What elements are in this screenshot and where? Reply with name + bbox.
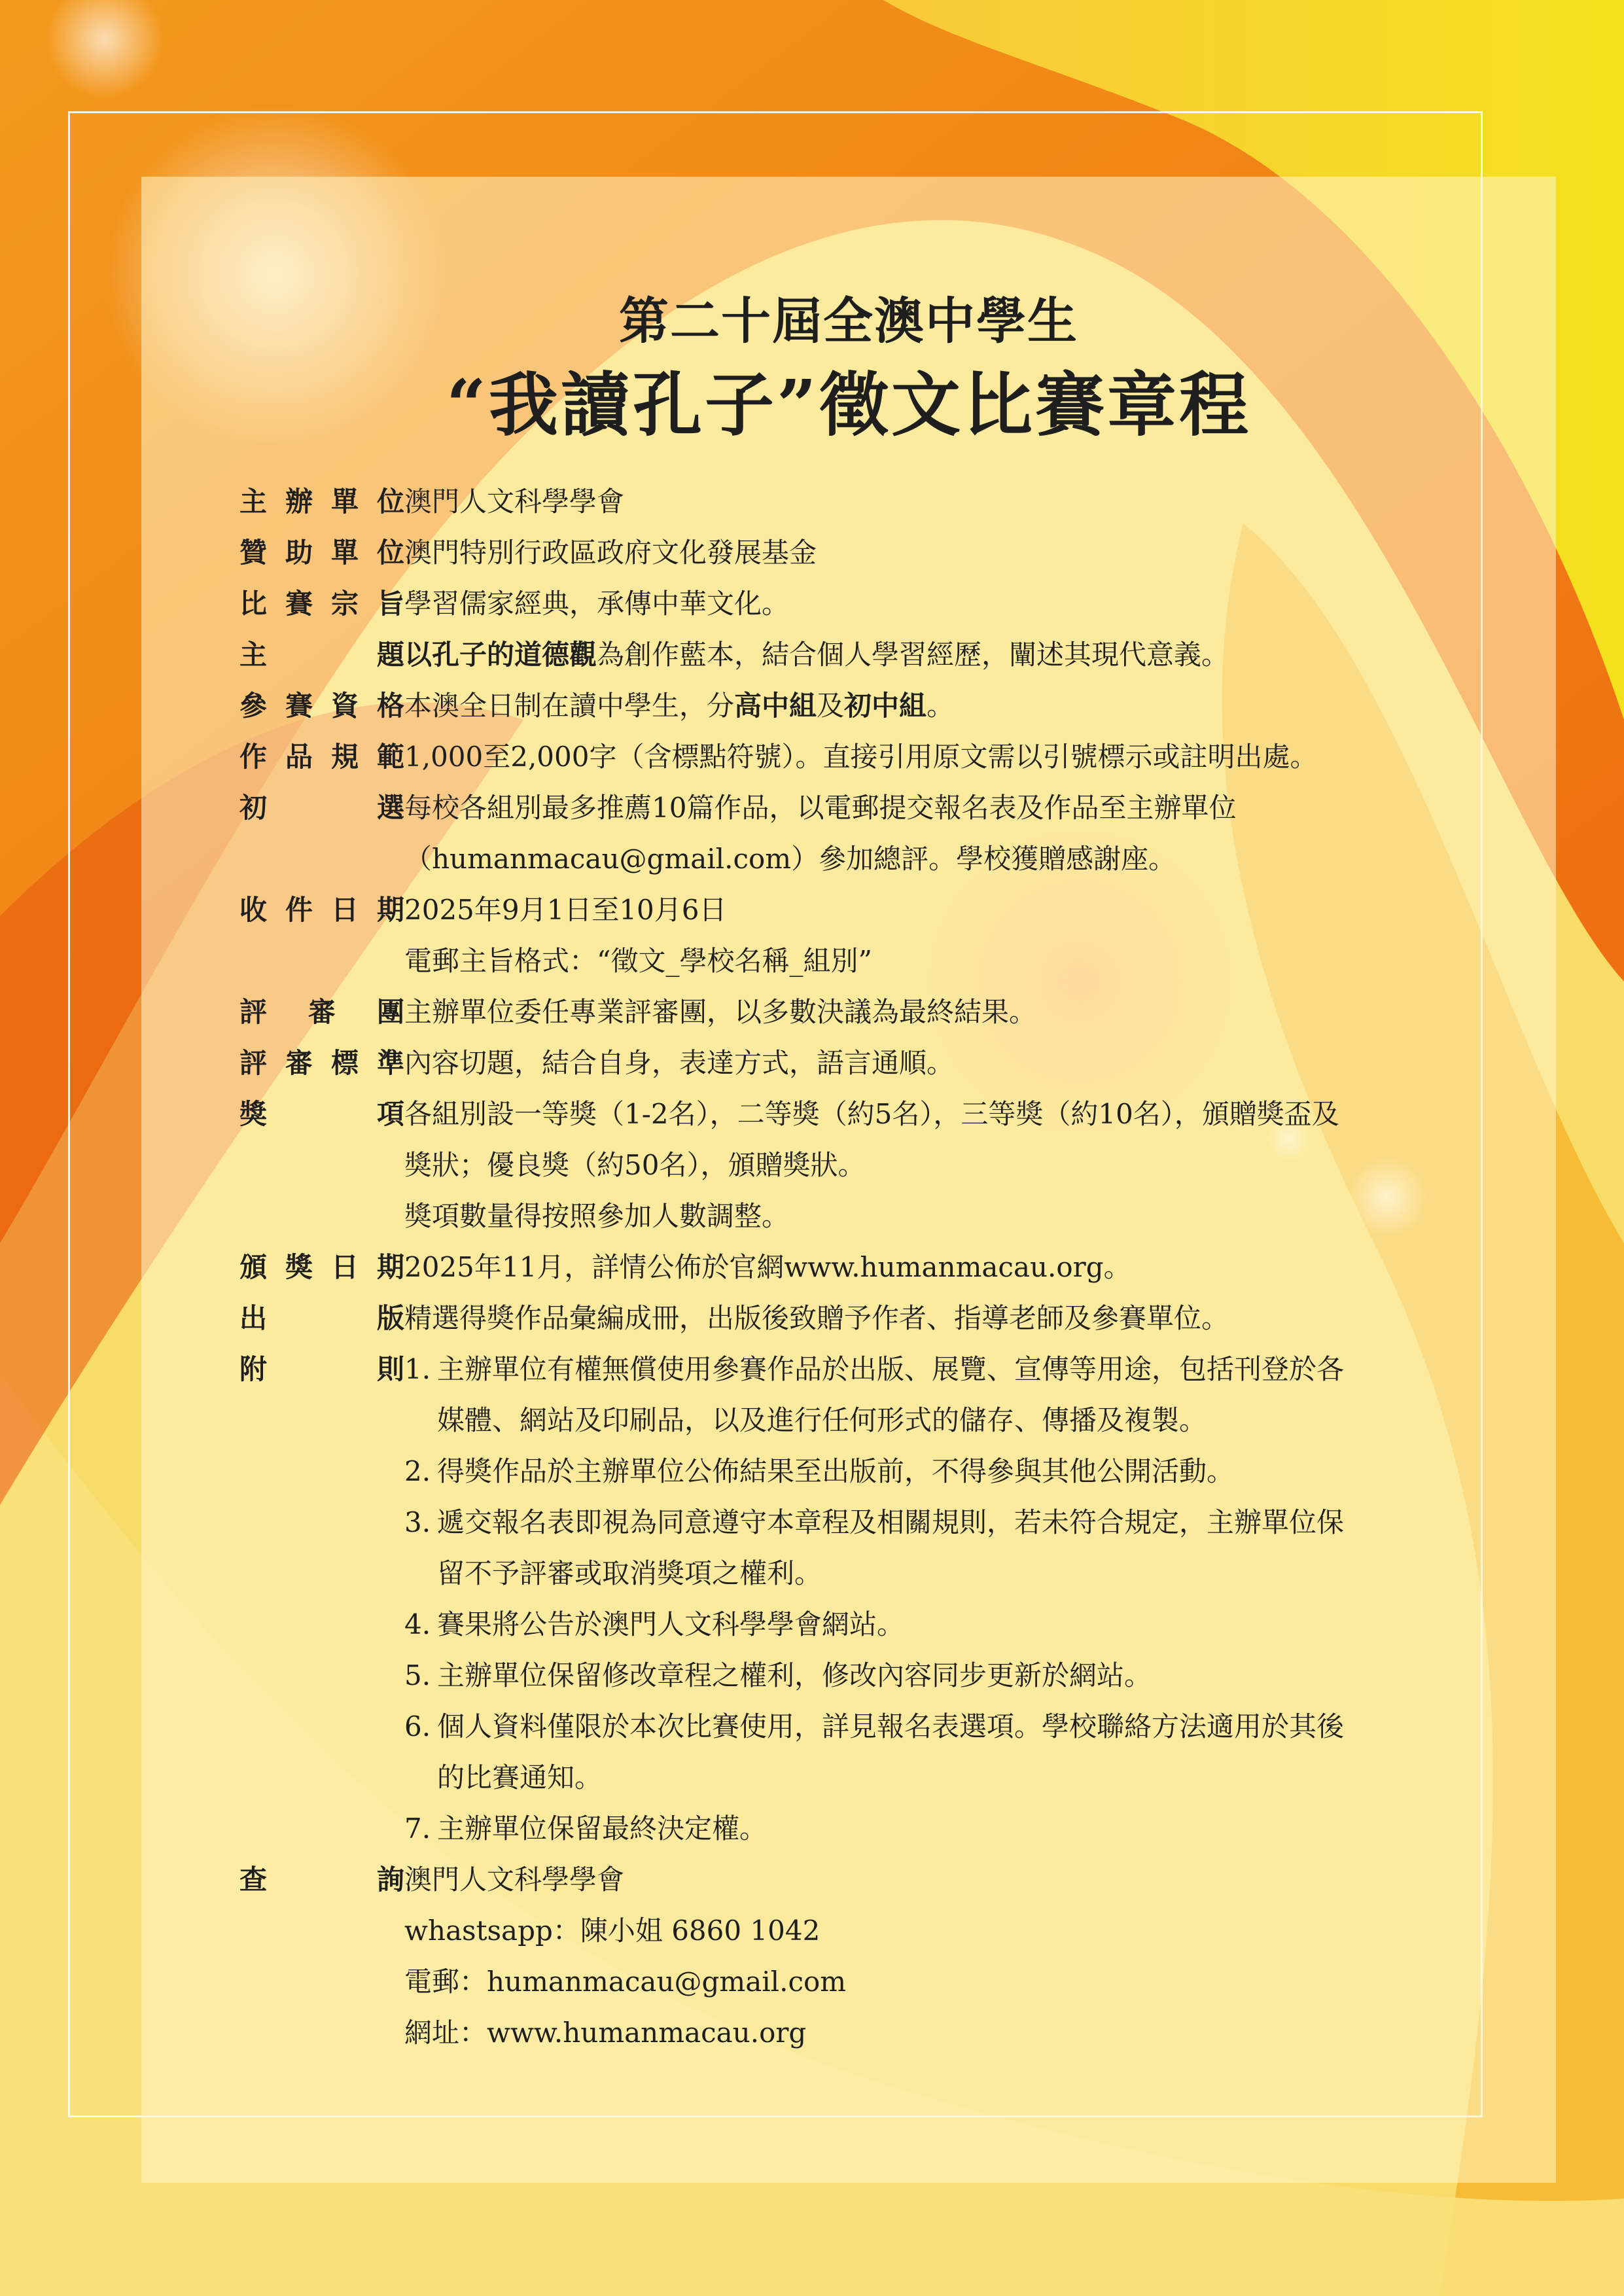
- appendix-text-line: 的比賽通知。: [437, 1761, 603, 1793]
- appendix-number: 1.: [404, 1353, 431, 1385]
- rule-label: [239, 476, 404, 527]
- appendix-item: [404, 1497, 1470, 1599]
- appendix-text-line: 主辦單位有權無償使用參賽作品於出版、展覽、宣傳等用途，包括刊登於各: [437, 1353, 1345, 1385]
- rule-label-char: 評: [239, 996, 268, 1028]
- rule-label-char: 準: [376, 1047, 404, 1079]
- rule-label-char: 期: [376, 1251, 404, 1283]
- rule-label-char: 主: [239, 639, 268, 671]
- rule-text-line: 學習儒家經典，承傳中華文化。: [404, 588, 790, 620]
- rule-label-char: 出: [239, 1302, 268, 1334]
- rule-label: [239, 578, 404, 629]
- rule-row: [239, 527, 1470, 578]
- appendix-number: 3.: [404, 1506, 431, 1538]
- plain-text: 本澳全日制在讀中學生，分: [404, 690, 735, 722]
- rules-list: [239, 476, 1470, 2058]
- rule-label-char: 作: [239, 741, 268, 773]
- rule-content: [404, 1242, 1470, 1293]
- rule-row: [239, 1242, 1470, 1293]
- rule-label-char: 頒: [239, 1251, 268, 1283]
- appendix-item: [404, 1650, 1470, 1701]
- appendix-text: [437, 1650, 1470, 1701]
- rule-content: [404, 1038, 1470, 1089]
- rule-content: [404, 578, 1470, 629]
- appendix-text: [437, 1599, 1470, 1650]
- content-panel: [141, 177, 1556, 2183]
- rule-row: [239, 1854, 1470, 2058]
- rule-label-char: 辦: [285, 486, 313, 518]
- rule-text-line: 1,000至2,000字（含標點符號）。直接引用原文需以引號標示或註明出處。: [404, 741, 1318, 773]
- rule-text-line: 電郵主旨格式：“徵文_學校名稱_組別”: [404, 945, 872, 977]
- rule-content: [404, 1293, 1470, 1344]
- appendix-number: 6.: [404, 1710, 431, 1742]
- rule-content: [404, 732, 1470, 783]
- rule-row: [239, 578, 1470, 629]
- rule-content: [404, 987, 1470, 1038]
- rule-label-char: 詢: [376, 1863, 404, 1896]
- rule-row: [239, 476, 1470, 527]
- rule-label-char: 單: [330, 486, 359, 518]
- rule-row: [239, 1293, 1470, 1344]
- rule-label: [239, 732, 404, 783]
- rule-label-char: 初: [239, 792, 268, 824]
- rule-label: [239, 1854, 404, 2058]
- rule-text-line: 精選得獎作品彙編成冊，出版後致贈予作者、指導老師及參賽單位。: [404, 1302, 1229, 1334]
- rule-label-char: 格: [376, 690, 404, 722]
- rule-label-char: 項: [376, 1098, 404, 1130]
- rule-text-line: 澳門特別行政區政府文化發展基金: [404, 537, 817, 569]
- rule-text-line: 電郵：humanmacau@gmail.com: [404, 1966, 847, 1998]
- rule-content: [404, 680, 1470, 732]
- rule-row: [239, 1038, 1470, 1089]
- rule-content: [404, 783, 1470, 885]
- rule-row: [239, 1344, 1470, 1854]
- rule-content: [404, 476, 1470, 527]
- rule-row: [239, 629, 1470, 680]
- rule-label-char: 日: [330, 894, 359, 926]
- rule-label-char: 期: [376, 894, 404, 926]
- rule-label-char: 旨: [376, 588, 404, 620]
- rule-label-char: 位: [376, 486, 404, 518]
- emphasis-text: 初中組: [844, 690, 927, 722]
- rule-row: [239, 987, 1470, 1038]
- plain-text: 及: [817, 690, 845, 722]
- rule-label: [239, 1038, 404, 1089]
- emphasis-text: 高中組: [734, 690, 817, 722]
- appendix-text: [437, 1803, 1470, 1854]
- rule-label-char: 件: [285, 894, 313, 926]
- rule-label-char: 主: [239, 486, 268, 518]
- appendix-number: 2.: [404, 1455, 431, 1487]
- appendix-item: [404, 1446, 1470, 1497]
- appendix-text-line: 得獎作品於主辦單位公佈結果至出版前，不得參與其他公開活動。: [437, 1455, 1235, 1487]
- rule-label: [239, 527, 404, 578]
- rule-label: [239, 783, 404, 885]
- rule-text-line: 網址：www.humanmacau.org: [404, 2017, 807, 2049]
- rule-label: [239, 629, 404, 680]
- rule-label-char: 團: [376, 996, 404, 1028]
- plain-text: 為創作藍本，結合個人學習經歷，闡述其現代意義。: [597, 639, 1229, 671]
- rule-content: [404, 1089, 1470, 1242]
- appendix-text-line: 個人資料僅限於本次比賽使用，詳見報名表選項。學校聯絡方法適用於其後: [437, 1710, 1345, 1742]
- appendix-text-line: 遞交報名表即視為同意遵守本章程及相關規則，若未符合規定，主辦單位保: [437, 1506, 1345, 1538]
- rule-label-char: 收: [239, 894, 268, 926]
- appendix-item: [404, 1599, 1470, 1650]
- rule-label-char: 宗: [330, 588, 359, 620]
- rule-text-line: whastsapp：陳小姐 6860 1042: [404, 1915, 821, 1947]
- rule-row: [239, 783, 1470, 885]
- appendix-text-line: 媒體、網站及印刷品，以及進行任何形式的儲存、傳播及複製。: [437, 1404, 1207, 1436]
- rule-label: [239, 680, 404, 732]
- appendix-text-line: 留不予評審或取消獎項之權利。: [437, 1557, 822, 1589]
- rule-text-line: 內容切題，結合自身，表達方式，語言通順。: [404, 1047, 955, 1079]
- rule-label-char: 賽: [285, 690, 313, 722]
- appendix-text: [437, 1446, 1470, 1497]
- rule-content: [404, 1854, 1470, 2058]
- rule-text-line: 澳門人文科學學會: [404, 486, 625, 518]
- appendix-number: 7.: [404, 1812, 431, 1845]
- rule-text-line: 澳門人文科學學會: [404, 1863, 625, 1896]
- appendix-text: [437, 1497, 1470, 1599]
- rule-label-char: 查: [239, 1863, 268, 1896]
- rule-label: [239, 987, 404, 1038]
- rule-content: [404, 629, 1470, 680]
- rule-label: [239, 885, 404, 987]
- appendix-number: 4.: [404, 1608, 431, 1640]
- rule-label-char: 範: [376, 741, 404, 773]
- rule-text-line: 2025年9月1日至10月6日: [404, 894, 727, 926]
- rule-row: [239, 885, 1470, 987]
- appendix-text: [437, 1701, 1470, 1803]
- appendix-item: [404, 1344, 1470, 1446]
- rule-content: [404, 1344, 1470, 1854]
- rule-label: [239, 1089, 404, 1242]
- rule-label-char: 品: [285, 741, 313, 773]
- plain-text: 。: [927, 690, 955, 722]
- rule-label-char: 則: [376, 1353, 404, 1385]
- appendix-item: [404, 1701, 1470, 1803]
- rule-text-line: 每校各組別最多推薦10篇作品，以電郵提交報名表及作品至主辦單位: [404, 792, 1237, 824]
- rule-label-char: 比: [239, 588, 268, 620]
- rule-label-char: 贊: [239, 537, 268, 569]
- rule-text-line: （humanmacau@gmail.com）參加總評。學校獲贈感謝座。: [404, 843, 1176, 875]
- rule-label-char: 選: [376, 792, 404, 824]
- appendix-text-line: 賽果將公告於澳門人文科學學會網站。: [437, 1608, 905, 1640]
- rule-text-line: [404, 680, 1470, 732]
- emphasis-text: 以孔子的道德觀: [404, 639, 597, 671]
- rule-label-char: 賽: [285, 588, 313, 620]
- rule-label-char: 附: [239, 1353, 268, 1385]
- title-line-2: “我讀孔子”徵文比賽章程: [446, 364, 1251, 446]
- rule-label-char: 獎: [239, 1098, 268, 1130]
- appendix-text-line: 主辦單位保留最終決定權。: [437, 1812, 768, 1845]
- rule-label-char: 日: [330, 1251, 359, 1283]
- appendix-text-line: 主辦單位保留修改章程之權利，修改內容同步更新於網站。: [437, 1659, 1152, 1691]
- rule-label-char: 審: [285, 1047, 313, 1079]
- rule-row: [239, 1089, 1470, 1242]
- rule-text-line: 2025年11月，詳情公佈於官網www.humanmacau.org。: [404, 1251, 1131, 1283]
- rule-text-line: 獎狀；優良獎（約50名），頒贈獎狀。: [404, 1149, 866, 1181]
- rule-label-char: 獎: [285, 1251, 313, 1283]
- rule-text-line: 各組別設一等獎（1-2名），二等獎（約5名），三等獎（約10名），頒贈獎盃及: [404, 1098, 1339, 1130]
- rule-text-line: 主辦單位委任專業評審團，以多數決議為最終結果。: [404, 996, 1037, 1028]
- rule-label-char: 規: [330, 741, 359, 773]
- rule-label: [239, 1242, 404, 1293]
- rule-row: [239, 732, 1470, 783]
- appendix-number: 5.: [404, 1659, 431, 1691]
- rule-row: [239, 680, 1470, 732]
- rule-label-char: 審: [308, 996, 336, 1028]
- rule-text-line: 獎項數量得按照參加人數調整。: [404, 1200, 790, 1232]
- rule-label: [239, 1293, 404, 1344]
- rule-label-char: 題: [376, 639, 404, 671]
- appendix-item: [404, 1803, 1470, 1854]
- rule-label-char: 位: [376, 537, 404, 569]
- rule-label-char: 助: [285, 537, 313, 569]
- rule-label-char: 版: [376, 1302, 404, 1334]
- rule-content: [404, 527, 1470, 578]
- rule-text-line: [404, 629, 1470, 680]
- appendix-text: [437, 1344, 1470, 1446]
- rule-label-char: 單: [330, 537, 359, 569]
- rule-label: [239, 1344, 404, 1854]
- rule-label-char: 參: [239, 690, 268, 722]
- rule-content: [404, 885, 1470, 987]
- rule-label-char: 資: [330, 690, 359, 722]
- title-line-1: 第二十屆全澳中學生: [619, 292, 1078, 350]
- rule-label-char: 標: [330, 1047, 359, 1079]
- rule-label-char: 評: [239, 1047, 268, 1079]
